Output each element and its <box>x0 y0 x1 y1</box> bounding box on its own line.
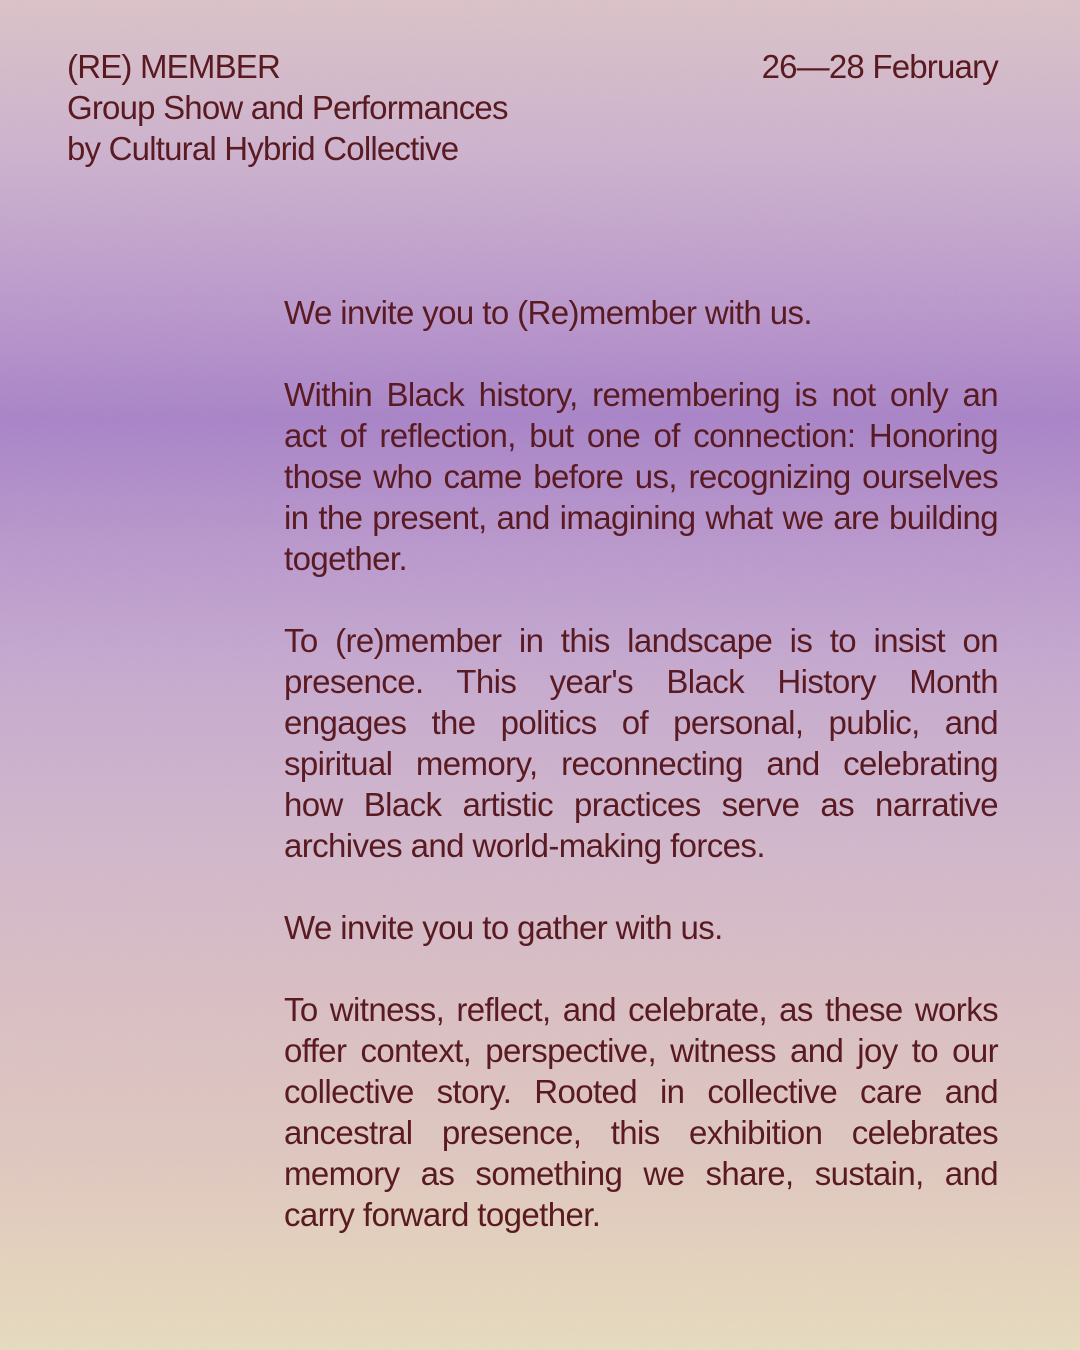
paragraph-invite-remember: We invite you to (Re)member with us. <box>284 294 812 331</box>
event-byline: by Cultural Hybrid Collective <box>67 130 459 167</box>
event-title: (RE) MEMBER <box>67 48 281 85</box>
event-subtitle: Group Show and Performances <box>67 89 508 126</box>
statement-body <box>284 292 998 1276</box>
paragraph-presence: To (re)member in this landscape is to insist on presence. This year's Black History Month engages the politics of personal, public, and spiritual memory, reconnecting and celebrating how Black artistic practices serve as narrative archives and world-making forces. <box>284 622 998 864</box>
event-header <box>67 46 508 169</box>
paragraph-witness: To witness, reflect, and celebrate, as these works offer context, perspective, witness and joy to our collective story. Rooted in collective care and ancestral presence, this exhibition celebrates memory as something we share, sustain, and carry forward together. <box>284 991 998 1233</box>
event-dates: 26—28 February <box>761 48 998 85</box>
paragraph-black-history: Within Black history, remembering is not only an act of reflection, but one of connection: Honoring those who came before us, recognizing ourselves in the present, and imagining what we are building together. <box>284 376 998 577</box>
paragraph-invite-gather: We invite you to gather with us. <box>284 909 723 946</box>
